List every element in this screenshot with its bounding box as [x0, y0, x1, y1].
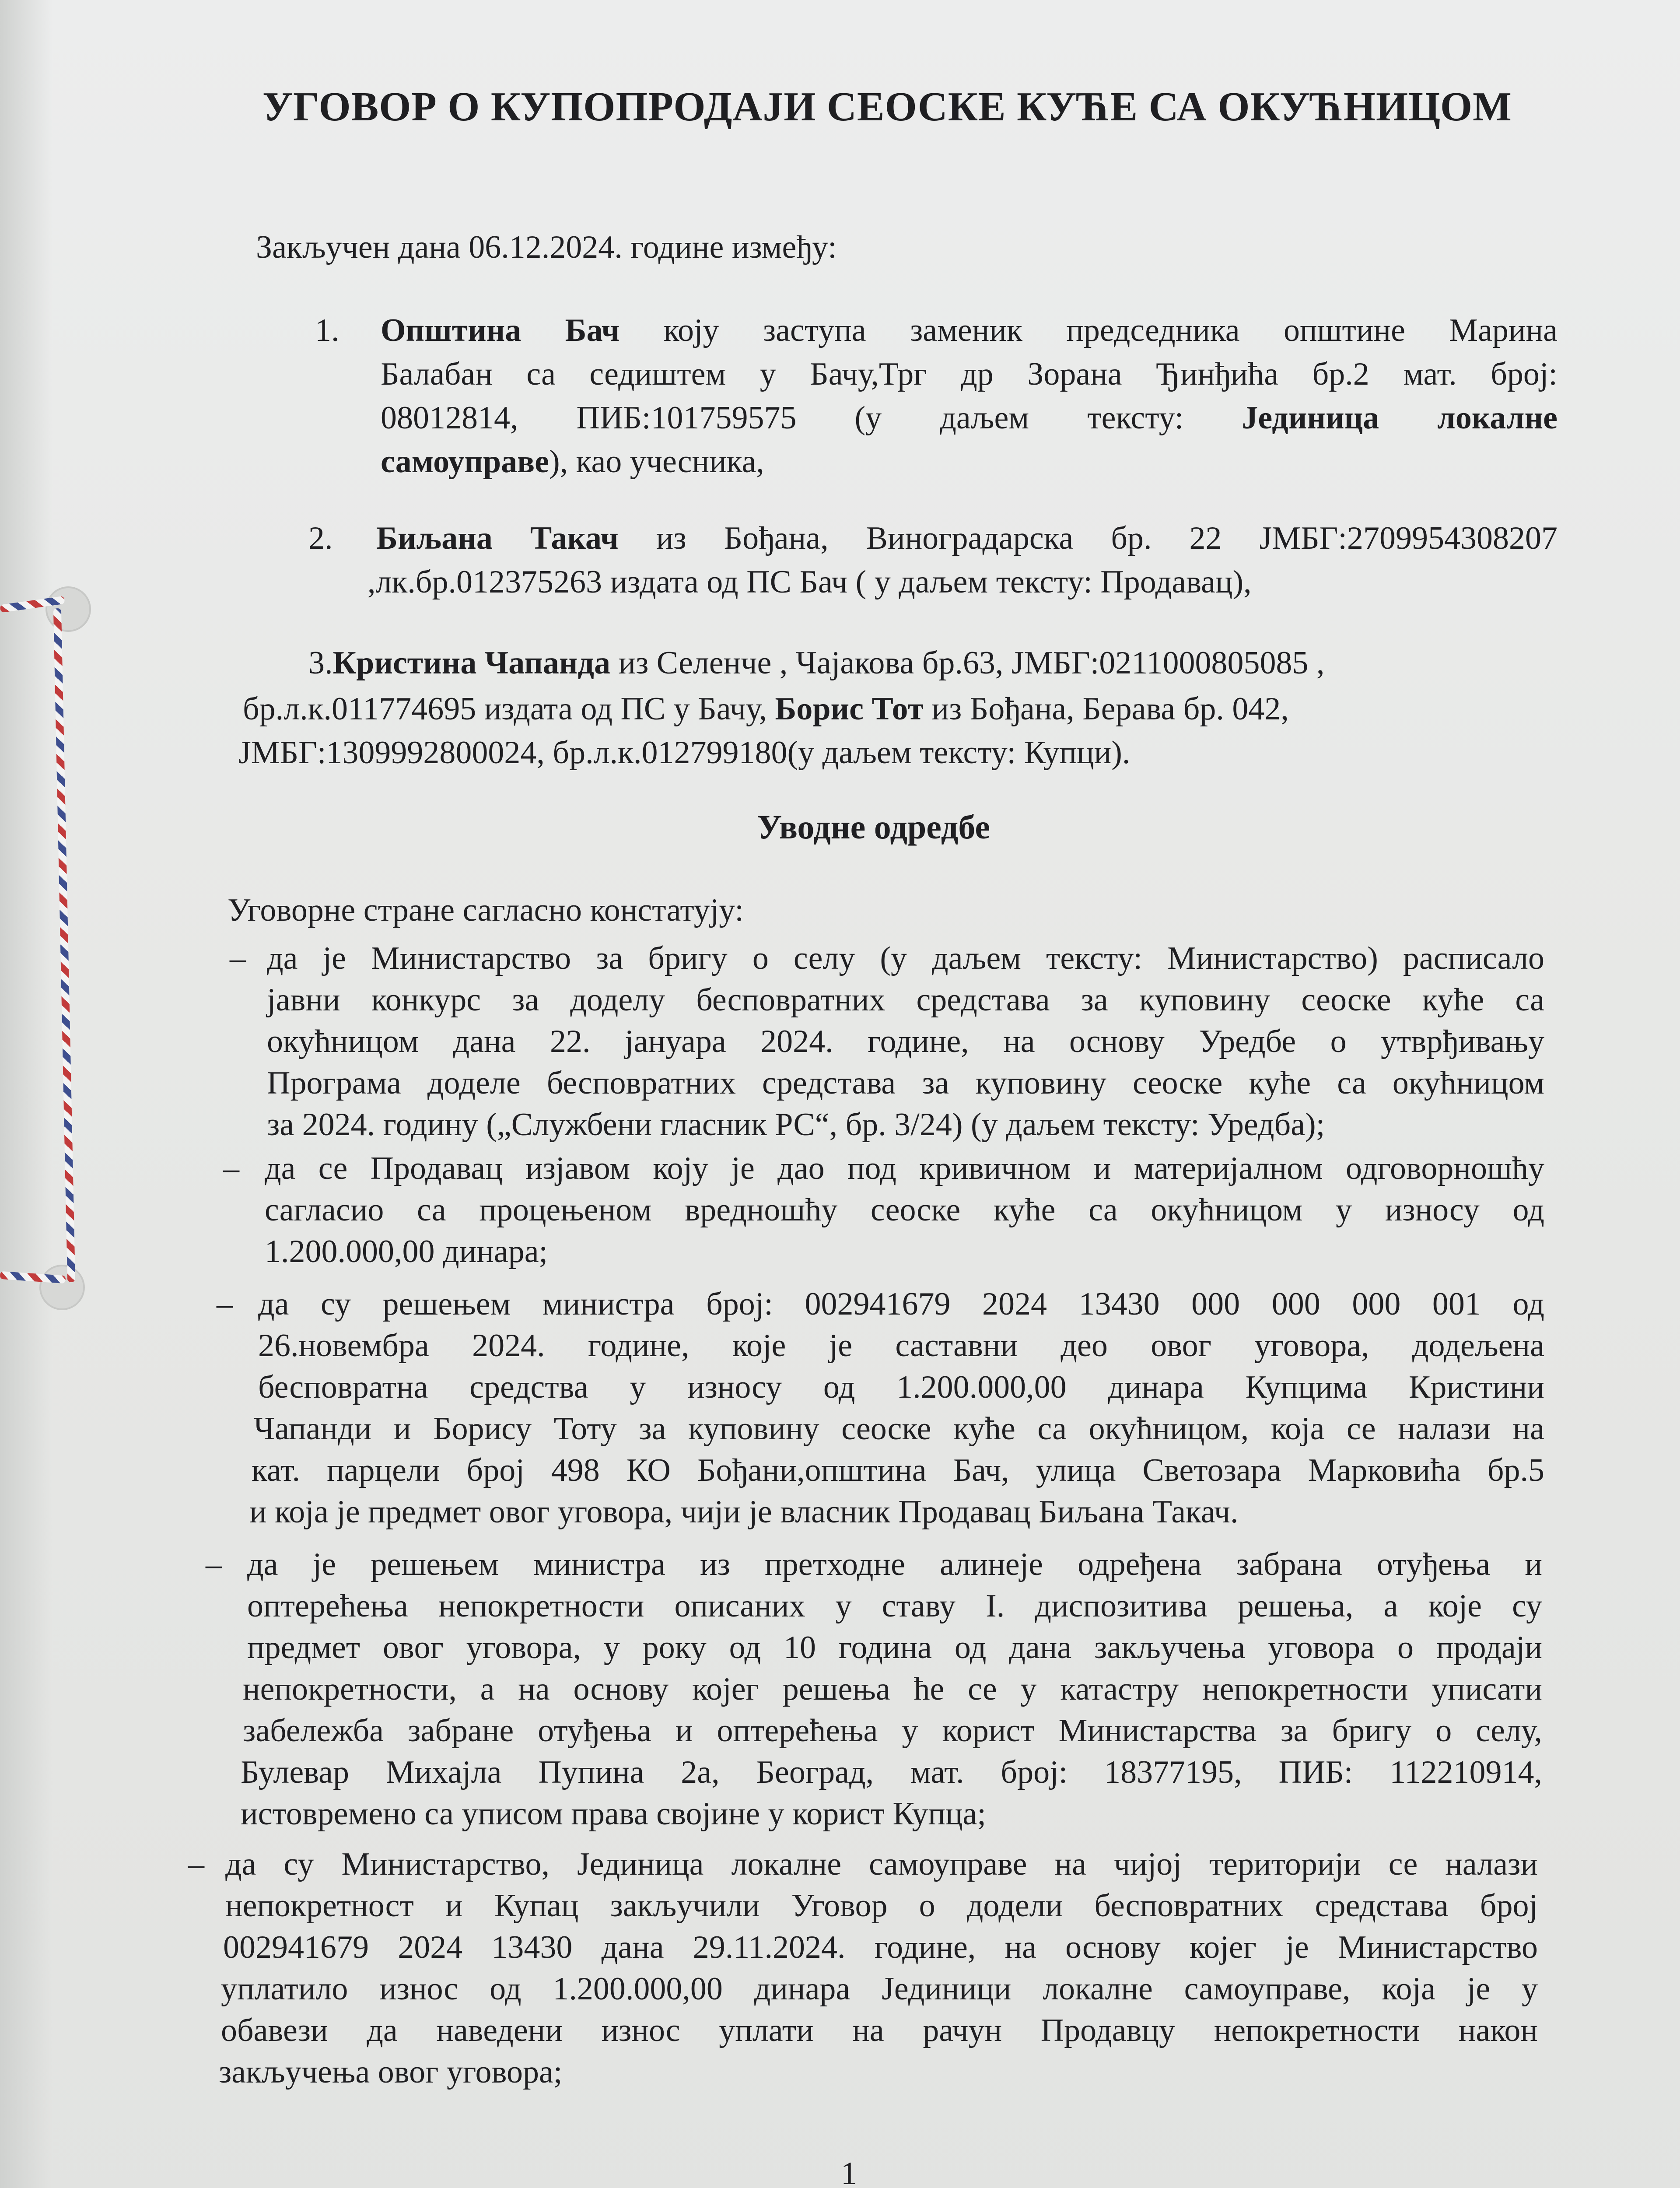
party-3-number: 3. — [308, 645, 333, 681]
party-1-line-2: Балабан са седиштем у Бачу,Трг др Зорана Ђинђића бр.2 мат. број: — [381, 356, 1558, 392]
section-heading: Уводне одредбе — [757, 808, 990, 846]
party-1-line-4: самоуправе), као учесника, — [381, 444, 764, 480]
bullet-5-line-3: 002941679 2024 13430 дана 29.11.2024. године, на основу којег је Министарство — [223, 1929, 1538, 1965]
binding-string-vertical — [53, 608, 75, 1282]
bullet-4-line-4: непокретности, а на основу којег решења ће се у катастру непокретности уписати — [243, 1671, 1542, 1707]
party-1-number: 1. — [315, 312, 340, 348]
party-2-line-2: ,лк.бр.012375263 издата од ПС Бач ( у даљем тексту: Продавац), — [368, 564, 1252, 600]
bullet-3-line-4: Чапанди и Борису Тоту за куповину сеоске куће са окућницом, која се налази на — [254, 1411, 1544, 1447]
party-1-line-3: 08012814, ПИБ:101759575 (у даљем тексту: Јединица локалне — [381, 400, 1558, 436]
bullet-1-dash: – — [230, 940, 246, 976]
bullet-4-line-7: истовремено са уписом права својине у корист Купца; — [241, 1796, 986, 1832]
bullet-5-line-5: обавези да наведени износ уплати на рачун Продавцу непокретности након — [221, 2013, 1538, 2048]
section-intro: Уговорне стране сагласно констатују: — [228, 892, 744, 928]
contract-date-line: Закључен дана 06.12.2024. године између: — [256, 229, 837, 265]
bullet-4-line-1: да је решењем министра из претходне алинеје одређена забрана отуђења и — [247, 1546, 1542, 1582]
bullet-2-line-3: 1.200.000,00 динара; — [265, 1234, 548, 1269]
party-2-name: Биљана Такач — [376, 520, 619, 556]
party-2-line-1: Биљана Такач из Бођана, Виноградарска бр. 22 ЈМБГ:2709954308207 — [376, 520, 1558, 556]
bullet-3-line-5: кат. парцели број 498 КО Бођани,општина Бач, улица Светозара Марковића бр.5 — [252, 1452, 1544, 1488]
bullet-1-line-4: Програма доделе бесповратних средстава за куповину сеоске куће са окућницом — [267, 1065, 1544, 1101]
party-3-name-2: Борис Тот — [775, 691, 924, 727]
bullet-1-line-3: окућницом дана 22. јануара 2024. године, на основу Уредбе о утврђивању — [267, 1024, 1544, 1059]
bullet-3-dash: – — [217, 1286, 233, 1322]
party-3-line-2: бр.л.к.011774695 издата од ПС у Бачу, Борис Тот из Бођана, Берава бр. 042, — [243, 691, 1289, 727]
bullet-4-line-3: предмет овог уговора, у року од 10 година од дана закључења уговора о продаји — [247, 1630, 1542, 1666]
bullet-2-line-1: да се Продавац изјавом коју је дао под кривичном и материјалном одговорношћу — [265, 1150, 1544, 1186]
bullet-3-line-1: да су решењем министра број: 002941679 2024 13430 000 000 000 001 од — [258, 1286, 1544, 1322]
bullet-5-line-6: закључења овог уговора; — [219, 2054, 563, 2090]
party-1-name: Општина Бач — [381, 312, 620, 348]
bullet-3-line-3: бесповратна средства у износу од 1.200.000,00 динара Купцима Кристини — [258, 1369, 1544, 1405]
bullet-4-dash: – — [206, 1546, 222, 1582]
bullet-2-dash: – — [223, 1150, 239, 1186]
party-1-line-1: Општина Бач коју заступа заменик председника општине Марина — [381, 312, 1558, 348]
bullet-2-line-2: сагласио са процењеном вредношћу сеоске куће са окућницом у износу од — [265, 1192, 1544, 1228]
bullet-4-line-5: забележба забране отуђења и оптерећења у корист Министарства за бригу о селу, — [243, 1713, 1542, 1749]
document-title: УГОВОР О КУПОПРОДАЈИ СЕОСКЕ КУЋЕ СА ОКУЋНИЦОМ — [262, 84, 1512, 130]
bullet-3-line-6: и која је предмет овог уговора, чији је власник Продавац Биљана Такач. — [249, 1494, 1239, 1530]
bullet-5-line-1: да су Министарство, Јединица локалне самоуправе на чијој територији се налази — [225, 1846, 1538, 1882]
party-3-line-1: 3.Кристина Чапанда из Селенче , Чајакова бр.63, ЈМБГ:0211000805085 , — [308, 645, 1325, 681]
party-3-line-3: ЈМБГ:1309992800024, бр.л.к.012799180(у даљем тексту: Купци). — [238, 735, 1130, 771]
party-2-number: 2. — [308, 520, 333, 556]
party-3-name: Кристина Чапанда — [332, 645, 610, 681]
bullet-1-line-2: јавни конкурс за доделу бесповратних средстава за куповину сеоске куће са — [267, 982, 1544, 1018]
bullet-4-line-6: Булевар Михајла Пупина 2а, Београд, мат. број: 18377195, ПИБ: 112210914, — [241, 1754, 1542, 1790]
page-edge-shadow — [0, 0, 52, 2188]
bullet-5-line-2: непокретност и Купац закључили Уговор о додели бесповратних средстава број — [225, 1888, 1538, 1924]
bullet-1-line-1: да је Министарство за бригу о селу (у даљем тексту: Министарство) расписало — [267, 940, 1544, 976]
bullet-3-line-2: 26.новембра 2024. године, које је саставни део овог уговора, додељена — [258, 1328, 1544, 1364]
page-number: 1 — [841, 2156, 857, 2188]
bullet-4-line-2: оптерећења непокретности описаних у ставу I. диспозитива решења, а које су — [247, 1588, 1542, 1624]
bullet-5-line-4: уплатило износ од 1.200.000,00 динара Јединици локалне самоуправе, која је у — [221, 1971, 1538, 2007]
bullet-5-dash: – — [188, 1846, 204, 1882]
bullet-1-line-5: за 2024. годину („Службени гласник РС“, бр. 3/24) (у даљем тексту: Уредба); — [267, 1107, 1325, 1143]
binding-hole-top — [46, 586, 91, 632]
binding-hole-bottom — [39, 1265, 85, 1310]
